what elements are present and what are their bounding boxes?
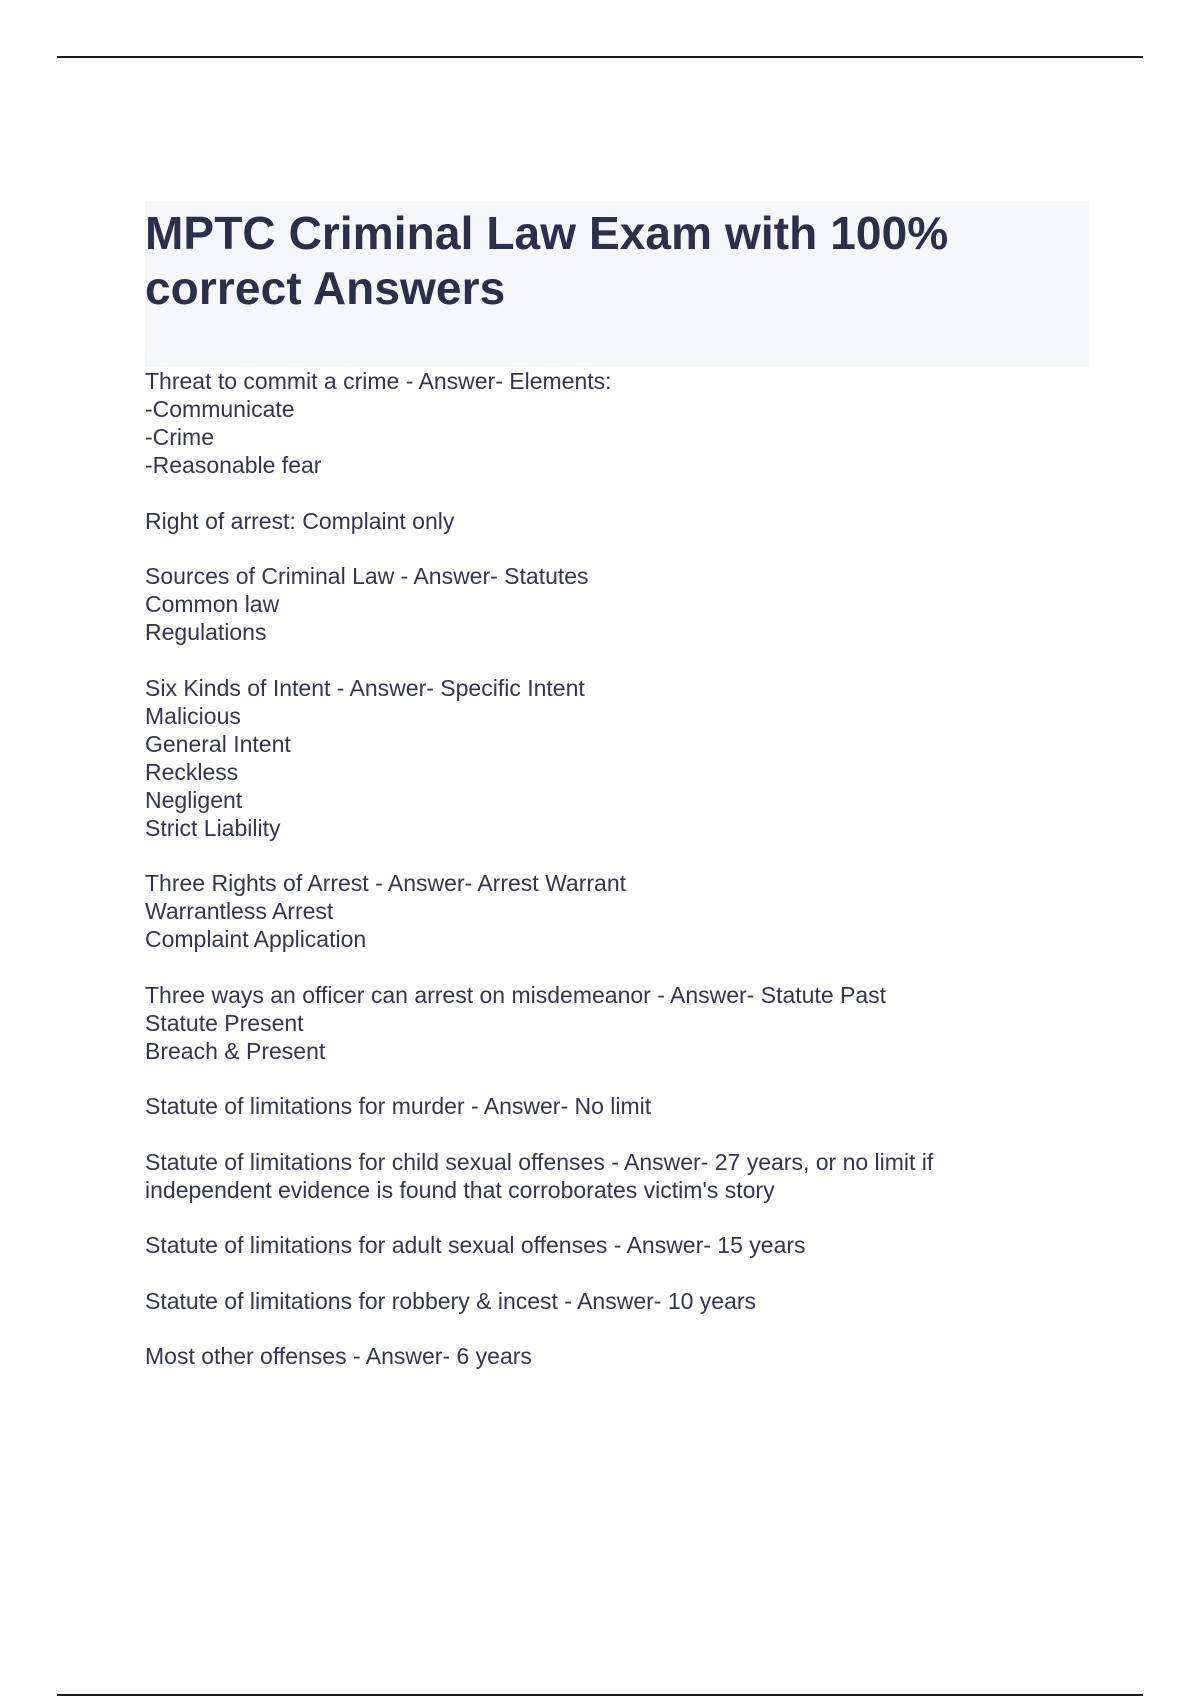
qa-question-line: Three ways an officer can arrest on misdemeanor - Answer- Statute Past [145,981,887,1008]
qa-item [145,1148,1105,1204]
qa-question-line: Statute of limitations for child sexual offenses - Answer- 27 years, or no limit if [145,1148,934,1175]
qa-answer-line: General Intent [145,730,291,757]
qa-answer-line: Strict Liability [145,814,281,841]
qa-list [145,367,1105,1398]
qa-question-line: Three Rights of Arrest - Answer- Arrest Warrant [145,870,627,896]
qa-answer-line: Warrantless Arrest [145,898,334,924]
qa-answer-line: Common law [145,591,280,617]
qa-question-line: Right of arrest: Complaint only [145,507,455,534]
qa-question-line: Sources of Criminal Law - Answer- Statutes [145,563,589,589]
header-rule [57,56,1143,58]
qa-question-line: Six Kinds of Intent - Answer- Specific Intent [145,674,585,701]
qa-question-line: Most other offenses - Answer- 6 years [145,1343,532,1369]
qa-item [145,674,1105,842]
document-title-line-2: correct Answers [145,262,506,314]
qa-question-line: Statute of limitations for adult sexual offenses - Answer- 15 years [145,1232,806,1258]
qa-question-line: Statute of limitations for robbery & incest - Answer- 10 years [145,1287,757,1314]
qa-answer-line: Malicious [145,702,241,729]
qa-answer-line: -Reasonable fear [145,452,322,478]
qa-item [145,981,1105,1065]
qa-item [145,1092,1105,1120]
qa-answer-line: Statute Present [145,1009,304,1036]
qa-answer-line: Breach & Present [145,1037,326,1064]
document-title [145,206,1089,316]
qa-item [145,1342,1105,1370]
qa-item [145,507,1105,535]
qa-answer-line: Complaint Application [145,926,367,952]
qa-answer-line: -Crime [145,424,214,450]
qa-item [145,367,1105,479]
qa-item [145,869,1105,953]
qa-answer-line: Regulations [145,619,267,645]
title-block [145,201,1089,367]
footer-rule [57,1694,1143,1696]
qa-question-line: Threat to commit a crime - Answer- Elements: [145,368,612,394]
qa-answer-line: Negligent [145,786,243,813]
qa-question-line: Statute of limitations for murder - Answer- No limit [145,1093,652,1119]
qa-item [145,1287,1105,1315]
qa-item [145,1231,1105,1259]
qa-answer-line: Reckless [145,758,239,785]
document-title-line-1: MPTC Criminal Law Exam with 100% [145,207,949,259]
qa-answer-line: independent evidence is found that corroborates victim's story [145,1176,775,1203]
qa-answer-line: -Communicate [145,396,295,422]
qa-item [145,562,1105,646]
